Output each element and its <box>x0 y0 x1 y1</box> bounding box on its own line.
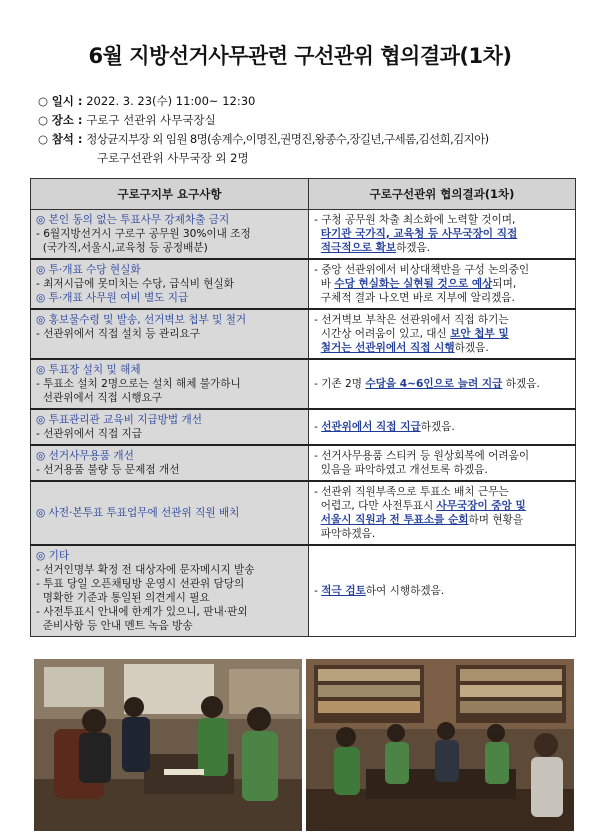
demand-detail: 선관위에서 직접 시행요구 <box>36 392 163 404</box>
meeting-photos <box>34 659 574 831</box>
result-text: 파악하겠음. <box>314 528 376 540</box>
result-line <box>314 341 570 355</box>
result-text: 구체적 결과 나오면 바로 지부에 알리겠음. <box>314 292 515 304</box>
result-text: - 기존 2명 <box>314 378 366 390</box>
result-text <box>314 228 321 240</box>
result-highlight: 서울시 직원과 전 투표소를 순회 <box>320 514 469 526</box>
page-title: 6월 지방선거사무관련 구선관위 협의결과(1차) <box>88 44 512 68</box>
info-label: 참석 : <box>51 132 83 146</box>
result-line <box>314 277 570 291</box>
result-highlight: 적극적으로 확보 <box>320 242 397 254</box>
result-text: - 선거사무용품 스티커 등 원상회복에 어려움이 <box>314 450 530 462</box>
demand-detail: - 6월지방선거시 구로구 공무원 30%이내 조정 <box>36 228 251 240</box>
bullet: ○ <box>38 113 49 127</box>
info-datetime <box>38 92 583 111</box>
result-text: - 선관위 직원부족으로 투표소 배치 근무는 <box>314 486 509 498</box>
result-cell <box>309 481 576 545</box>
result-line <box>314 213 570 227</box>
result-highlight: 사무국장이 중앙 및 <box>436 500 526 512</box>
demand-heading: ◎ 홍보물수령 및 발송, 선거벽보 첩부 및 철거 <box>36 314 247 326</box>
table-row <box>31 359 576 409</box>
result-text <box>314 342 321 354</box>
result-line <box>314 327 570 341</box>
table-row <box>31 409 576 445</box>
demand-heading: ◎ 선거사무용품 개선 <box>36 450 134 462</box>
result-text: 하며 현황을 <box>468 514 524 526</box>
demand-detail: 명확한 기준과 통일된 의견게시 필요 <box>36 592 210 604</box>
info-value: 구로구 선관위 사무국장실 <box>86 113 216 127</box>
header-demands: 구로구지부 요구사항 <box>31 179 309 210</box>
demand-detail: 준비사항 등 안내 멘트 녹음 방송 <box>36 620 193 632</box>
demand-detail: - 선관위에서 직접 지급 <box>36 428 143 440</box>
result-line <box>314 584 570 598</box>
result-line <box>314 420 570 434</box>
info-attendees <box>38 130 583 149</box>
bullet: ○ <box>38 94 49 108</box>
result-line <box>314 449 570 463</box>
result-text: - <box>314 421 322 433</box>
info-label: 일시 : <box>51 94 83 108</box>
result-text <box>314 242 321 254</box>
result-text: 어렵고, 다만 사전투표시 <box>314 500 437 512</box>
result-cell <box>309 359 576 409</box>
result-line <box>314 463 570 477</box>
result-text: 되며, <box>492 278 517 290</box>
result-text: - 선거벽보 부착은 선관위에서 직접 하기는 <box>314 314 509 326</box>
demand-heading: ◎ 투표관리관 교육비 지급방법 개선 <box>36 414 202 426</box>
demand-detail: - 사전투표시 안내에 한계가 있으니, 판내·판외 <box>36 606 248 618</box>
meeting-photo-left <box>34 659 302 831</box>
header-results: 구로구선관위 협의결과(1차) <box>309 179 576 210</box>
result-text: - 중앙 선관위에서 비상대책반을 구성 논의중인 <box>314 264 530 276</box>
table-row <box>31 545 576 637</box>
result-text: 하겠음. <box>502 378 540 390</box>
result-highlight: 선관위에서 직접 지급 <box>321 421 421 433</box>
demand-heading: ◎ 투·개표 수당 현실화 <box>36 264 141 276</box>
demand-heading: ◎ 사전·본투표 투표업무에 선관위 직원 배치 <box>36 507 240 519</box>
table-header-row <box>31 179 576 210</box>
result-line <box>314 313 570 327</box>
result-text: 하여 시행하겠음. <box>365 585 445 597</box>
result-text: 하겠음. <box>454 342 489 354</box>
demand-detail: - 투표 당일 오픈채팅방 운영시 선관위 담당의 <box>36 578 245 590</box>
table-body <box>31 210 576 637</box>
result-line <box>314 241 570 255</box>
agreement-table <box>30 178 576 637</box>
result-text: 시간상 어려움이 있고, 대신 <box>314 328 451 340</box>
result-text: 하겠음. <box>396 242 431 254</box>
info-value: 정상균지부장 외 임원 8명(송계수,이명진,권명진,왕종수,장길년,구세롬,김선희,김지아) <box>86 132 489 146</box>
demand-cell <box>31 210 309 260</box>
table-row <box>31 445 576 481</box>
info-place <box>38 111 583 130</box>
result-highlight: 타기관 국가직, 교육청 등 사무국장이 직접 <box>320 228 518 240</box>
result-cell <box>309 545 576 637</box>
result-line <box>314 499 570 513</box>
result-line <box>314 485 570 499</box>
demand-cell <box>31 259 309 309</box>
result-line <box>314 263 570 277</box>
result-text: - 구청 공무원 차출 최소화에 노력할 것이며, <box>314 214 516 226</box>
result-highlight: 수당 현실화는 실현될 것으로 예상 <box>334 278 493 290</box>
result-highlight: 철거는 선관위에서 직접 시행 <box>320 342 455 354</box>
result-highlight: 수당을 4~6인으로 늘려 지급 <box>365 378 503 390</box>
result-highlight: 보안 첩부 및 <box>450 328 509 340</box>
result-text <box>314 514 321 526</box>
result-cell <box>309 445 576 481</box>
meeting-info <box>38 92 583 168</box>
result-line <box>314 227 570 241</box>
demand-cell <box>31 359 309 409</box>
table-row <box>31 309 576 359</box>
result-text: 하겠음. <box>420 421 455 433</box>
info-label: 장소 : <box>51 113 83 127</box>
demand-cell <box>31 445 309 481</box>
result-text: 있음을 파악하였고 개선토록 하겠음. <box>314 464 488 476</box>
info-attendees-extra: 구로구선관위 사무국장 외 2명 <box>97 151 249 165</box>
result-cell <box>309 409 576 445</box>
demand-heading: ◎ 기타 <box>36 550 70 562</box>
demand-heading: ◎ 투·개표 사무원 여비 별도 지급 <box>36 292 189 304</box>
table-row <box>31 259 576 309</box>
result-highlight: 적극 검토 <box>321 585 366 597</box>
result-text: - <box>314 585 322 597</box>
result-line <box>314 377 570 391</box>
meeting-photo-right <box>306 659 574 831</box>
result-cell <box>309 259 576 309</box>
demand-detail: (국가직,서울시,교육청 등 공정배분) <box>36 242 208 254</box>
bullet: ○ <box>38 132 49 146</box>
demand-cell <box>31 409 309 445</box>
result-line <box>314 291 570 305</box>
result-line <box>314 527 570 541</box>
demand-heading: ◎ 본인 동의 없는 투표사무 강제차출 금지 <box>36 214 230 226</box>
demand-detail: - 투표소 설치 2명으로는 설치 해체 불가하니 <box>36 378 241 390</box>
demand-cell <box>31 545 309 637</box>
result-cell <box>309 309 576 359</box>
demand-detail: - 선거인명부 확정 전 대상자에 문자메시지 발송 <box>36 564 255 576</box>
table-row <box>31 481 576 545</box>
demand-cell <box>31 481 309 545</box>
info-value: 2022. 3. 23(수) 11:00~ 12:30 <box>86 94 256 108</box>
demand-detail: - 선거용품 불량 등 문제점 개선 <box>36 464 180 476</box>
demand-detail: - 선관위에서 직접 설치 등 관리요구 <box>36 328 200 340</box>
result-cell <box>309 210 576 260</box>
result-text: 바 <box>314 278 335 290</box>
demand-cell <box>31 309 309 359</box>
demand-heading: ◎ 투표장 설치 및 해체 <box>36 364 141 376</box>
demand-detail: - 최저시급에 못미치는 수당, 급식비 현실화 <box>36 278 234 290</box>
table-row <box>31 210 576 260</box>
result-line <box>314 513 570 527</box>
